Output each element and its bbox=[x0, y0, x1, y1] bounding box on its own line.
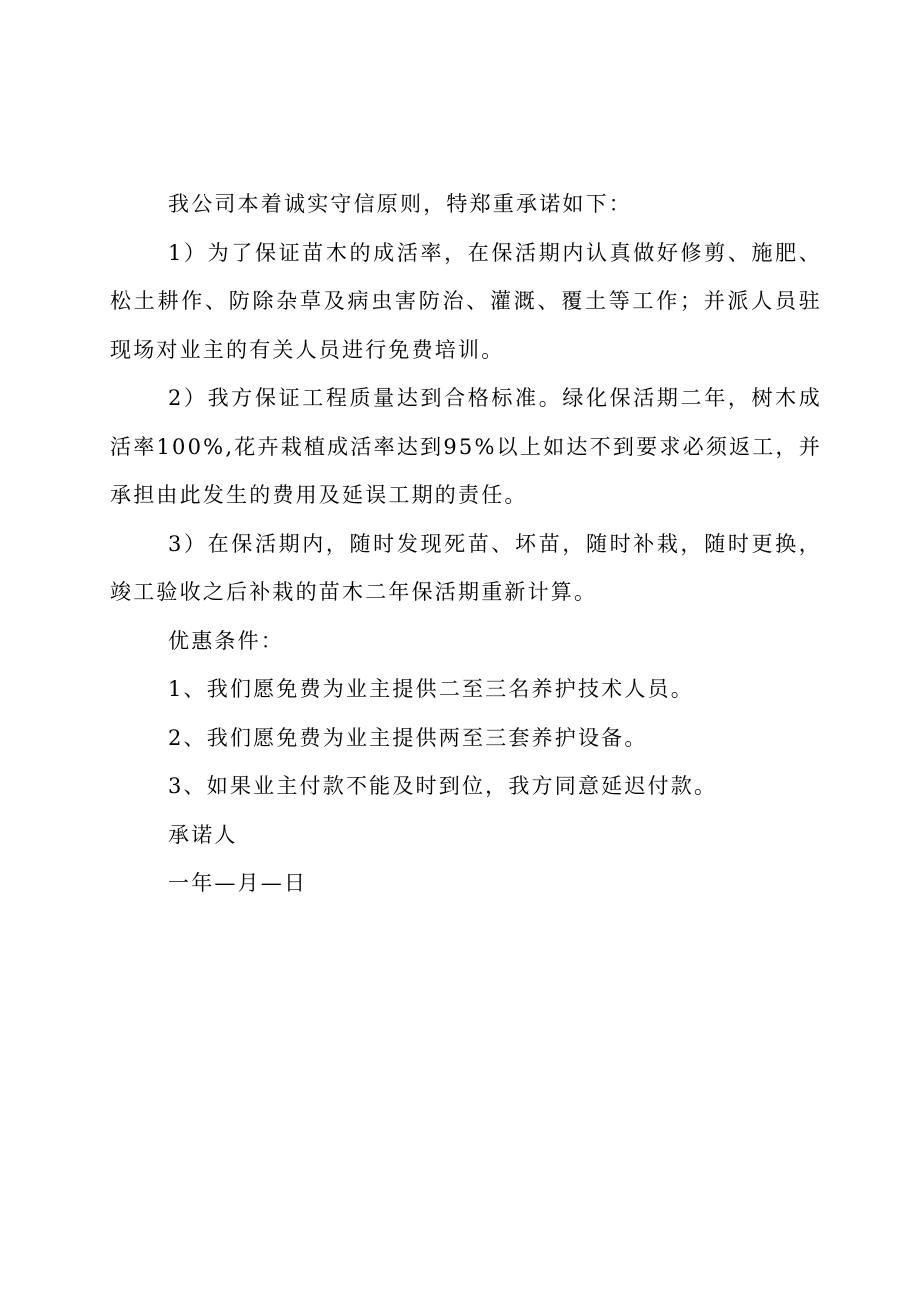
document-body bbox=[110, 180, 822, 908]
preferential-heading: 优惠条件： bbox=[168, 628, 284, 653]
preferential-item-3: 3、如果业主付款不能及时到位，我方同意延迟付款。 bbox=[168, 774, 718, 798]
commitment-item-3: 3）在保活期内，随时发现死苗、坏苗，随时补栽，随时更换，竣工验收之后补栽的苗木二年保活期重新计算。 bbox=[110, 531, 822, 604]
commitment-intro: 我公司本着诚实守信原则，特郑重承诺如下： bbox=[168, 192, 632, 216]
preferential-item-2: 2、我们愿免费为业主提供两至三套养护设备。 bbox=[168, 725, 648, 750]
signatory-label: 承诺人 bbox=[168, 822, 238, 847]
commitment-item-2: 2）我方保证工程质量达到合格标准。绿化保活期二年，树木成活率100%,花卉栽植成活率达到95%以上如达不到要求必须返工，并承担由此发生的费用及延误工期的责任。 bbox=[110, 386, 822, 507]
signature-date: 一年—月—日 bbox=[168, 871, 308, 895]
preferential-item-1: 1、我们愿免费为业主提供二至三名养护技术人员。 bbox=[168, 677, 694, 701]
commitment-item-1: 1）为了保证苗木的成活率，在保活期内认真做好修剪、施肥、松土耕作、防除杂草及病虫害防治、灌溉、覆土等工作；并派人员驻现场对业主的有关人员进行免费培训。 bbox=[110, 240, 822, 362]
